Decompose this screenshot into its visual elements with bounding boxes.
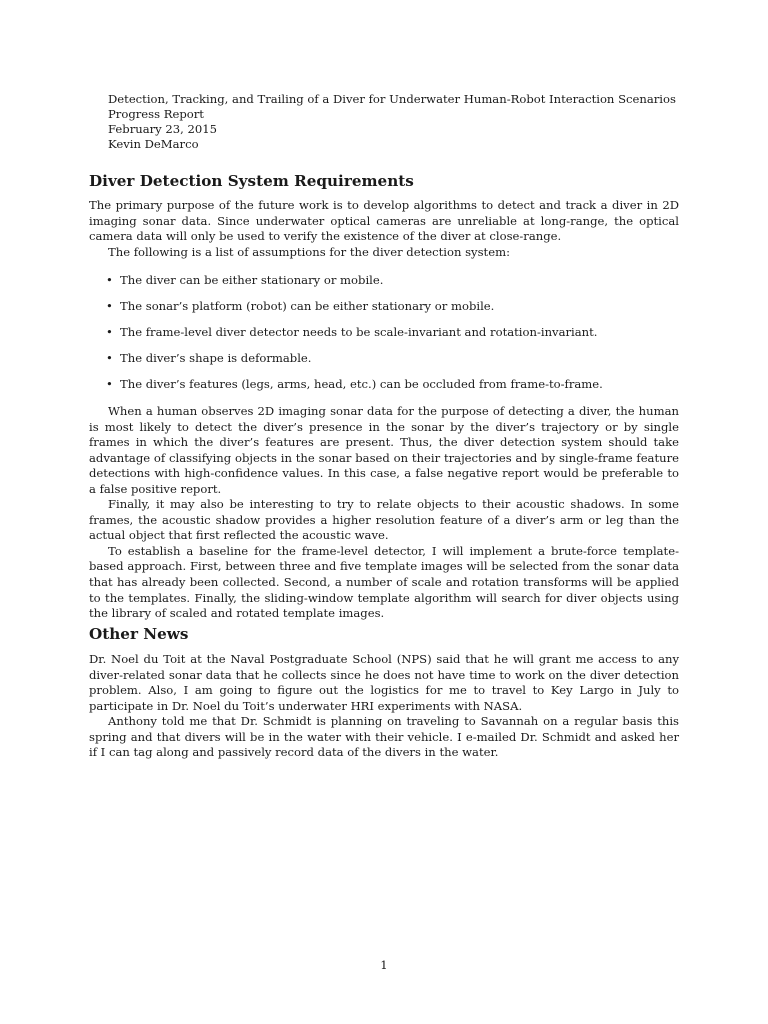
list-item: • The sonar’s platform (robot) can be either stationary or mobile.: [106, 299, 495, 313]
other-news-body: [89, 652, 679, 761]
paragraph: The following is a list of assumptions for the diver detection system:: [108, 244, 510, 259]
bullet-icon: •: [106, 299, 113, 313]
list-item: • The frame-level diver detector needs to be scale-invariant and rotation-invariant.: [106, 325, 598, 339]
paragraph: Finally, it may also be interesting to try to relate objects to their acoustic shadows. In some frames, the acoustic shadow provides a higher resolution feature of a diver’s arm or leg than the actual object that first reflected the acoustic wave.: [89, 497, 679, 543]
bullet-icon: •: [106, 273, 113, 287]
paragraph: The primary purpose of the future work is to develop algorithms to detect and track a diver in 2D imaging sonar data. Since underwater optical cameras are unreliable at long-range, the optical camera data will only be used to verify the existence of the diver at close-range.: [89, 198, 679, 244]
list-item: • The diver’s features (legs, arms, head, etc.) can be occluded from frame-to-frame.: [106, 377, 603, 391]
bullet-icon: •: [106, 325, 113, 339]
document-title: Detection, Tracking, and Trailing of a Diver for Underwater Human-Robot Interaction Scenarios: [108, 92, 676, 106]
section-heading-other-news: Other News: [89, 625, 189, 643]
list-item: • The diver can be either stationary or mobile.: [106, 273, 384, 287]
paragraph: When a human observes 2D imaging sonar data for the purpose of detecting a diver, the human is most likely to detect the diver’s presence in the sonar by the diver’s trajectory or by single frames in which the diver’s features are present. Thus, the diver detection system should take advantage of classifying objects in the sonar based on their trajectories and by single-frame feature detections with high-confidence values. In this case, a false negative report would be preferable to a false positive report.: [89, 404, 679, 496]
document-subtitle: Progress Report: [108, 107, 204, 121]
requirements-body: [89, 404, 679, 622]
section-heading-requirements: Diver Detection System Requirements: [89, 172, 414, 190]
list-item: • The diver’s shape is deformable.: [106, 351, 312, 365]
document-author: Kevin DeMarco: [108, 137, 199, 151]
document-header: [108, 92, 676, 152]
page-number: 1: [380, 958, 388, 972]
paragraph: To establish a baseline for the frame-level detector, I will implement a brute-force template-based approach. First, between three and five template images will be selected from the sonar data that has already been collected. Second, a number of scale and rotation transforms will be applied to the templates. Finally, the sliding-window template algorithm will search for diver objects using the library of scaled and rotated template images.: [89, 543, 679, 621]
bullet-icon: •: [106, 377, 113, 391]
assumptions-list: [89, 273, 679, 403]
document-date: February 23, 2015: [108, 122, 218, 136]
paragraph: Anthony told me that Dr. Schmidt is planning on traveling to Savannah on a regular basis this spring and that divers will be in the water with their vehicle. I e-mailed Dr. Schmidt and asked her if I can tag along and passively record data of the divers in the water.: [89, 714, 679, 760]
bullet-icon: •: [106, 351, 113, 365]
requirements-intro: [89, 198, 679, 260]
paragraph: Dr. Noel du Toit at the Naval Postgraduate School (NPS) said that he will grant me access to any diver-related sonar data that he collects since he does not have time to work on the diver detection problem. Also, I am going to figure out the logistics for me to travel to Key Largo in July to participate in Dr. Noel du Toit’s underwater HRI experiments with NASA.: [89, 652, 679, 713]
